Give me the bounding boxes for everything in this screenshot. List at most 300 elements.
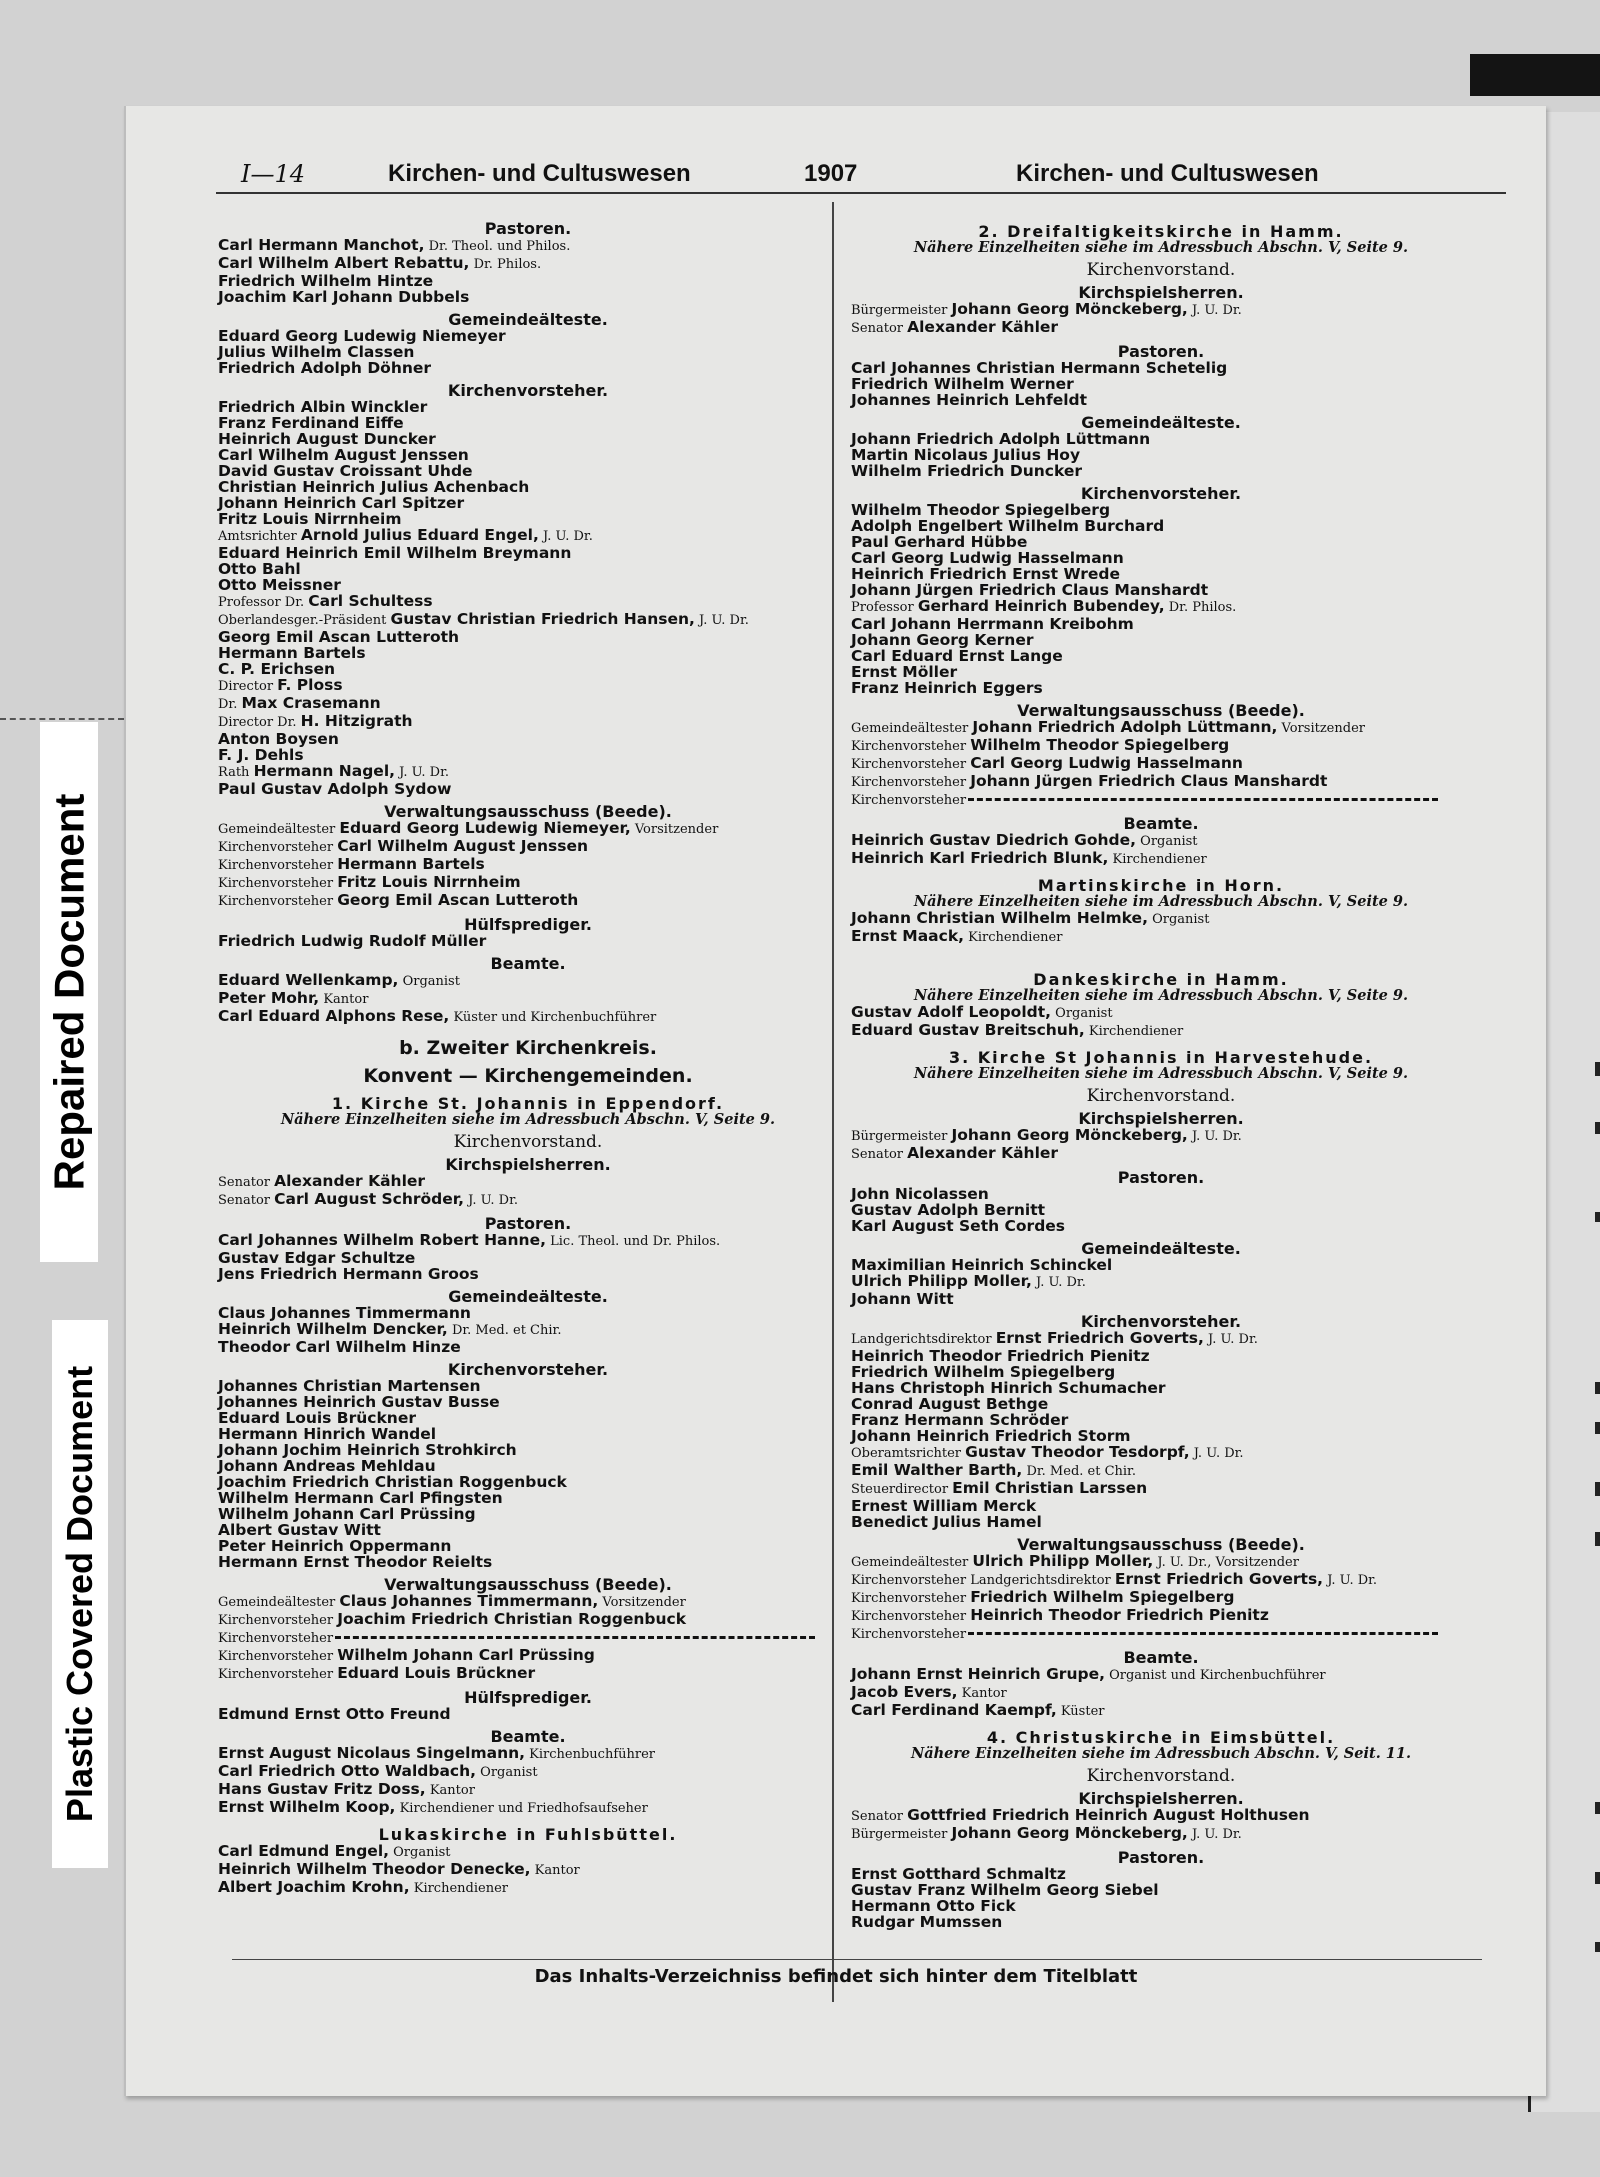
subheading: Kirchenvorstand. xyxy=(453,1132,603,1152)
entry-line xyxy=(218,593,838,611)
entry-line xyxy=(218,360,838,376)
plastic-covered-label: Plastic Covered Document xyxy=(52,1320,108,1868)
entry-title: Gemeindeältester xyxy=(218,822,340,837)
entry-line xyxy=(218,856,838,874)
entry-line xyxy=(218,399,838,415)
entry-name: Ernst Friedrich Goverts, xyxy=(995,1329,1204,1347)
entry-qualifier: J. U. Dr. xyxy=(1187,1827,1242,1842)
entry-line xyxy=(851,1004,1471,1022)
cut-marker xyxy=(0,718,124,720)
subheading: Kirchenvorstand. xyxy=(1086,1086,1236,1106)
entry-line xyxy=(851,755,1471,773)
entry-title: Senator xyxy=(851,1809,908,1824)
entry-qualifier: Organist und Kirchenbuchführer xyxy=(1104,1668,1326,1683)
entry-title: Oberlandesger.-Präsident xyxy=(218,613,391,628)
entry-line xyxy=(218,1339,838,1355)
entry-name: Hermann Bartels xyxy=(218,644,366,662)
entry-name: Claus Johannes Timmermann xyxy=(218,1304,471,1322)
entry-qualifier: Kantor xyxy=(957,1686,1007,1701)
entry-line xyxy=(851,534,1471,550)
entry-line xyxy=(851,1462,1471,1480)
section-heading: Verwaltungsausschuss (Beede). xyxy=(384,1575,672,1594)
entry-line xyxy=(851,832,1471,850)
entry-name: Eduard Georg Ludewig Niemeyer, xyxy=(339,819,631,837)
vacancy-dash xyxy=(968,1632,1438,1635)
entry-name: Johann Witt xyxy=(851,1290,954,1308)
entry-line xyxy=(218,972,838,990)
entry-name: Alexander Kähler xyxy=(907,318,1059,336)
page-header xyxy=(126,160,1546,200)
entry-qualifier: Kantor xyxy=(425,1783,475,1798)
entry-line xyxy=(218,713,838,731)
entry-line xyxy=(851,1882,1471,1898)
entry-line xyxy=(851,1480,1471,1498)
entry-name: Claus Johannes Timmermann, xyxy=(339,1592,599,1610)
entry-line xyxy=(851,1866,1471,1882)
entry-line xyxy=(851,360,1471,376)
right-column xyxy=(851,214,1471,1930)
entry-title: Kirchenvorsteher xyxy=(851,793,967,808)
entry-line xyxy=(218,1611,838,1629)
entry-title: Senator xyxy=(218,1193,275,1208)
entry-qualifier: Kantor xyxy=(319,992,369,1007)
vacant-entry-line xyxy=(851,1625,1471,1643)
entry-qualifier: J. U. Dr. xyxy=(1187,1129,1242,1144)
entry-line xyxy=(851,566,1471,582)
entry-title: Director Dr. xyxy=(218,715,301,730)
entry-line xyxy=(851,1291,1471,1307)
entry-qualifier: J. U. Dr. xyxy=(694,613,749,628)
entry-name: Franz Ferdinand Eiffe xyxy=(218,414,404,432)
entry-line xyxy=(851,1022,1471,1040)
entry-title: Kirchenvorsteher xyxy=(218,1667,338,1682)
entry-line xyxy=(218,645,838,661)
entry-line xyxy=(851,737,1471,755)
entry-line xyxy=(218,289,838,305)
entry-qualifier: J. U. Dr. xyxy=(464,1193,519,1208)
entry-name: Gustav Christian Friedrich Hansen, xyxy=(390,610,695,628)
entry-name: Hermann Bartels xyxy=(337,855,485,873)
entry-title: Director xyxy=(218,679,278,694)
entry-name: Otto Meissner xyxy=(218,576,341,594)
header-title-right: Kirchen- und Cultuswesen xyxy=(1016,160,1319,187)
entry-name: Hermann Otto Fick xyxy=(851,1897,1016,1915)
entry-name: Ernst Gotthard Schmaltz xyxy=(851,1865,1066,1883)
entry-qualifier: Vorsitzender xyxy=(1277,721,1365,736)
scan-border-dark xyxy=(1470,54,1600,96)
entry-name: Carl Ferdinand Kaempf, xyxy=(851,1701,1057,1719)
entry-name: Conrad August Bethge xyxy=(851,1395,1049,1413)
entry-line xyxy=(851,1364,1471,1380)
subheading: Kirchenvorstand. xyxy=(1086,260,1236,280)
entry-line xyxy=(851,1257,1471,1273)
entry-line xyxy=(851,773,1471,791)
entry-name: John Nicolassen xyxy=(851,1185,989,1203)
entry-line xyxy=(218,677,838,695)
entry-line xyxy=(851,1330,1471,1348)
entry-name: Heinrich Theodor Friedrich Pienitz xyxy=(970,1606,1269,1624)
entry-qualifier: Organist xyxy=(476,1765,538,1780)
section-heading: Hülfsprediger. xyxy=(464,1688,592,1707)
district-heading: Konvent — Kirchengemeinden. xyxy=(363,1065,693,1087)
reference-note: Nähere Einzelheiten siehe im Adressbuch Abschn. V, Seite 9. xyxy=(913,987,1409,1004)
entry-name: Hermann Nagel, xyxy=(253,762,396,780)
entry-name: Johannes Heinrich Gustav Busse xyxy=(218,1393,500,1411)
entry-qualifier: J. U. Dr. xyxy=(1031,1275,1086,1290)
entry-name: Heinrich Theodor Friedrich Pienitz xyxy=(851,1347,1150,1365)
entry-name: C. P. Erichsen xyxy=(218,660,335,678)
entry-name: Alexander Kähler xyxy=(907,1144,1059,1162)
entry-name: Karl August Seth Cordes xyxy=(851,1217,1066,1235)
entry-name: Wilhelm Friedrich Duncker xyxy=(851,462,1083,480)
entry-line xyxy=(851,1127,1471,1145)
entry-name: Friedrich Wilhelm Spiegelberg xyxy=(851,1363,1116,1381)
scanned-page xyxy=(124,106,1546,2096)
footer-rule xyxy=(232,1959,1482,1960)
entry-name: Paul Gerhard Hübbe xyxy=(851,533,1028,551)
entry-name: Ernst Möller xyxy=(851,663,958,681)
entry-name: Emil Christian Larssen xyxy=(952,1479,1148,1497)
section-heading: Kirchspielsherren. xyxy=(445,1155,611,1174)
entry-title: Senator xyxy=(851,321,908,336)
section-heading: Verwaltungsausschuss (Beede). xyxy=(1017,1535,1305,1554)
entry-name: Friedrich Wilhelm Spiegelberg xyxy=(970,1588,1235,1606)
entry-name: Johann Georg Mönckeberg, xyxy=(951,300,1188,318)
entry-name: Johann Ernst Heinrich Grupe, xyxy=(851,1665,1105,1683)
entry-line xyxy=(218,1442,838,1458)
entry-title: Bürgermeister xyxy=(851,303,952,318)
entry-line xyxy=(851,616,1471,632)
entry-title: Bürgermeister xyxy=(851,1129,952,1144)
entry-line xyxy=(218,763,838,781)
entry-line xyxy=(218,1647,838,1665)
section-heading: Kirchenvorsteher. xyxy=(447,1360,609,1379)
entry-qualifier: Kirchendiener und Friedhofsaufseher xyxy=(395,1801,648,1816)
entry-line xyxy=(851,1218,1471,1234)
entry-line xyxy=(218,1538,838,1554)
entry-line xyxy=(218,838,838,856)
entry-name: Joachim Friedrich Christian Roggenbuck xyxy=(218,1473,567,1491)
entry-qualifier: J. U. Dr. xyxy=(1187,303,1242,318)
entry-line xyxy=(851,431,1471,447)
entry-qualifier: J. U. Dr. xyxy=(395,765,449,780)
entry-qualifier: Organist xyxy=(389,1845,451,1860)
section-heading: Gemeindeälteste. xyxy=(1081,1239,1241,1258)
entry-name: Carl Wilhelm August Jenssen xyxy=(337,837,589,855)
entry-title: Gemeindeältester xyxy=(851,721,973,736)
entry-qualifier: Organist xyxy=(1136,834,1198,849)
entry-name: Friedrich Wilhelm Werner xyxy=(851,375,1074,393)
entry-name: Hans Christoph Hinrich Schumacher xyxy=(851,1379,1166,1397)
entry-line xyxy=(218,1665,838,1683)
entry-line xyxy=(851,550,1471,566)
entry-name: Paul Gustav Adolph Sydow xyxy=(218,780,452,798)
entry-name: Friedrich Wilhelm Hintze xyxy=(218,272,434,290)
entry-line xyxy=(218,545,838,561)
entry-name: Johann Georg Mönckeberg, xyxy=(951,1126,1188,1144)
entry-line xyxy=(218,1378,838,1394)
entry-line xyxy=(218,1879,838,1897)
entry-title: Amtsrichter xyxy=(218,529,301,544)
entry-line xyxy=(851,850,1471,868)
entry-title: Kirchenvorsteher xyxy=(218,876,338,891)
entry-name: Johann Georg Kerner xyxy=(851,631,1034,649)
section-heading: Hülfsprediger. xyxy=(464,915,592,934)
entry-line xyxy=(851,502,1471,518)
entry-name: Johann Jürgen Friedrich Claus Manshardt xyxy=(970,772,1328,790)
entry-name: Wilhelm Hermann Carl Pfingsten xyxy=(218,1489,503,1507)
entry-line xyxy=(218,820,838,838)
entry-title: Rath xyxy=(218,765,254,780)
entry-name: Franz Heinrich Eggers xyxy=(851,679,1043,697)
entry-line xyxy=(851,301,1471,319)
entry-line xyxy=(851,1428,1471,1444)
entry-title: Kirchenvorsteher xyxy=(851,1609,971,1624)
entry-line xyxy=(218,611,838,629)
entry-title: Senator xyxy=(218,1175,275,1190)
entry-name: Theodor Carl Wilhelm Hinze xyxy=(218,1338,461,1356)
entry-name: Joachim Friedrich Christian Roggenbuck xyxy=(337,1610,687,1628)
entry-line xyxy=(218,1474,838,1490)
entry-title: Kirchenvorsteher xyxy=(218,840,338,855)
entry-line xyxy=(218,1173,838,1191)
header-year: 1907 xyxy=(804,160,858,187)
entry-line xyxy=(218,1305,838,1321)
section-heading: Kirchspielsherren. xyxy=(1078,1789,1244,1808)
entry-title: Professor Dr. xyxy=(218,595,309,610)
entry-line xyxy=(851,664,1471,680)
entry-name: Maximilian Heinrich Schinckel xyxy=(851,1256,1113,1274)
header-rule xyxy=(216,192,1506,194)
entry-name: Christian Heinrich Julius Achenbach xyxy=(218,478,530,496)
reference-note: Nähere Einzelheiten siehe im Adressbuch Abschn. V, Seite 9. xyxy=(280,1111,776,1128)
entry-name: Johannes Heinrich Lehfeldt xyxy=(851,391,1088,409)
entry-line xyxy=(851,1684,1471,1702)
reference-note: Nähere Einzelheiten siehe im Adressbuch Abschn. V, Seite 9. xyxy=(913,239,1409,256)
entry-qualifier: Dr. Philos. xyxy=(1164,600,1237,615)
entry-name: Johann Friedrich Adolph Lüttmann xyxy=(851,430,1151,448)
entry-qualifier: J. U. Dr. xyxy=(1323,1573,1378,1588)
entry-title: Steuerdirector xyxy=(851,1482,953,1497)
entry-line xyxy=(218,1458,838,1474)
entry-line xyxy=(218,1490,838,1506)
entry-name: Joachim Karl Johann Dubbels xyxy=(218,288,470,306)
entry-name: Friedrich Adolph Döhner xyxy=(218,359,432,377)
entry-title: Kirchenvorsteher xyxy=(851,757,971,772)
entry-name: Peter Mohr, xyxy=(218,989,320,1007)
entry-name: Carl Johann Herrmann Kreibohm xyxy=(851,615,1134,633)
entry-name: Johann Jochim Heinrich Strohkirch xyxy=(218,1441,517,1459)
entry-name: Johannes Christian Martensen xyxy=(218,1377,481,1395)
entry-qualifier: Lic. Theol. und Dr. Philos. xyxy=(545,1234,721,1249)
entry-qualifier: Organist xyxy=(1051,1006,1113,1021)
entry-name: Gerhard Heinrich Bubendey, xyxy=(917,597,1165,615)
entry-line xyxy=(851,447,1471,463)
reference-note: Nähere Einzelheiten siehe im Adressbuch Abschn. V, Seite 9. xyxy=(913,893,1409,910)
entry-qualifier: J. U. Dr. xyxy=(538,529,593,544)
entry-name: Carl Johannes Wilhelm Robert Hanne, xyxy=(218,1231,546,1249)
entry-name: Gustav Edgar Schultze xyxy=(218,1249,416,1267)
entry-name: Heinrich Wilhelm Dencker, xyxy=(218,1320,448,1338)
page-number: I—14 xyxy=(241,160,306,188)
section-heading: Gemeindeälteste. xyxy=(1081,413,1241,432)
entry-name: Friedrich Albin Winckler xyxy=(218,398,428,416)
entry-line xyxy=(851,392,1471,408)
entry-name: Ernst Wilhelm Koop, xyxy=(218,1798,396,1816)
left-column xyxy=(218,214,838,1897)
entry-line xyxy=(218,511,838,527)
entry-name: Wilhelm Theodor Spiegelberg xyxy=(970,736,1230,754)
entry-name: Heinrich Wilhelm Theodor Denecke, xyxy=(218,1860,531,1878)
entry-line xyxy=(218,1706,838,1722)
entry-name: Carl Johannes Christian Hermann Schetelig xyxy=(851,359,1228,377)
entry-name: Arnold Julius Eduard Engel, xyxy=(300,526,539,544)
entry-line xyxy=(851,1807,1471,1825)
entry-qualifier: Vorsitzender xyxy=(598,1595,686,1610)
entry-title: Kirchenvorsteher xyxy=(218,894,338,909)
entry-line xyxy=(218,661,838,677)
entry-title: Bürgermeister xyxy=(851,1827,952,1842)
entry-title: Kirchenvorsteher Landgerichtsdirektor xyxy=(851,1573,1115,1588)
entry-line xyxy=(851,1396,1471,1412)
entry-name: Rudgar Mumssen xyxy=(851,1913,1003,1931)
entry-title: Kirchenvorsteher xyxy=(218,1613,338,1628)
entry-name: Martin Nicolaus Julius Hoy xyxy=(851,446,1081,464)
entry-line xyxy=(851,1348,1471,1364)
entry-line xyxy=(218,1554,838,1570)
entry-line xyxy=(218,874,838,892)
section-heading: Beamte. xyxy=(490,954,566,973)
entry-line xyxy=(851,376,1471,392)
entry-line xyxy=(218,561,838,577)
entry-name: Carl Wilhelm Albert Rebattu, xyxy=(218,254,470,272)
entry-name: Eduard Louis Brückner xyxy=(218,1409,416,1427)
section-heading: Kirchenvorsteher. xyxy=(1080,484,1242,503)
church-heading: 1. Kirche St. Johannis in Eppendorf. xyxy=(331,1094,725,1113)
entry-line xyxy=(851,1571,1471,1589)
header-title-left: Kirchen- und Cultuswesen xyxy=(388,160,691,187)
entry-line xyxy=(851,1412,1471,1428)
entry-name: Albert Gustav Witt xyxy=(218,1521,381,1539)
entry-title: Kirchenvorsteher xyxy=(851,739,971,754)
section-heading: Gemeindeälteste. xyxy=(448,1287,608,1306)
entry-name: David Gustav Croissant Uhde xyxy=(218,462,473,480)
entry-name: Jacob Evers, xyxy=(851,1683,958,1701)
entry-line xyxy=(218,344,838,360)
section-heading: Kirchspielsherren. xyxy=(1078,1109,1244,1128)
section-heading: Verwaltungsausschuss (Beede). xyxy=(1017,701,1305,720)
entry-name: Carl Edmund Engel, xyxy=(218,1842,390,1860)
entry-line xyxy=(218,495,838,511)
vacancy-dash xyxy=(968,798,1438,801)
entry-line xyxy=(218,415,838,431)
entry-title: Dr. xyxy=(218,697,242,712)
entry-name: Fritz Louis Nirrnheim xyxy=(218,510,402,528)
entry-line xyxy=(218,237,838,255)
entry-qualifier: Kantor xyxy=(530,1863,580,1878)
entry-line xyxy=(218,1232,838,1250)
entry-name: Hermann Hinrich Wandel xyxy=(218,1425,437,1443)
entry-name: Heinrich August Duncker xyxy=(218,430,436,448)
entry-name: Eduard Heinrich Emil Wilhelm Breymann xyxy=(218,544,572,562)
entry-line xyxy=(218,1008,838,1026)
section-heading: Kirchenvorsteher. xyxy=(447,381,609,400)
entry-qualifier: Dr. Med. et Chir. xyxy=(1022,1464,1136,1479)
entry-name: Carl Schultess xyxy=(308,592,433,610)
entry-line xyxy=(218,747,838,763)
entry-line xyxy=(218,447,838,463)
entry-qualifier: Kirchendiener xyxy=(409,1881,508,1896)
entry-line xyxy=(218,1861,838,1879)
entry-name: Carl Friedrich Otto Waldbach, xyxy=(218,1762,477,1780)
entry-title: Kirchenvorsteher xyxy=(218,1649,338,1664)
entry-name: Johann Jürgen Friedrich Claus Manshardt xyxy=(851,581,1209,599)
entry-qualifier: Organist xyxy=(398,974,460,989)
section-heading: Kirchenvorsteher. xyxy=(1080,1312,1242,1331)
entry-line xyxy=(851,1553,1471,1571)
entry-title: Landgerichtsdirektor xyxy=(851,1332,996,1347)
entry-name: Gottfried Friedrich Heinrich August Holthusen xyxy=(907,1806,1310,1824)
entry-line xyxy=(851,319,1471,337)
entry-line xyxy=(218,731,838,747)
entry-name: Fritz Louis Nirrnheim xyxy=(337,873,521,891)
entry-line xyxy=(851,719,1471,737)
entry-qualifier: Kirchenbuchführer xyxy=(525,1747,656,1762)
entry-name: Gustav Franz Wilhelm Georg Siebel xyxy=(851,1881,1159,1899)
entry-name: Heinrich Friedrich Ernst Wrede xyxy=(851,565,1121,583)
entry-name: Johann Georg Mönckeberg, xyxy=(951,1824,1188,1842)
entry-qualifier: J. U. Dr. xyxy=(1203,1332,1258,1347)
entry-name: Johann Friedrich Adolph Lüttmann, xyxy=(972,718,1278,736)
entry-name: Otto Bahl xyxy=(218,560,301,578)
entry-line xyxy=(218,1799,838,1817)
entry-line xyxy=(218,1763,838,1781)
entry-line xyxy=(851,1202,1471,1218)
entry-qualifier: J. U. Dr. xyxy=(1189,1446,1244,1461)
entry-title: Gemeindeältester xyxy=(218,1595,340,1610)
entry-name: Peter Heinrich Oppermann xyxy=(218,1537,452,1555)
reference-note: Nähere Einzelheiten siehe im Adressbuch Abschn. V, Seite 9. xyxy=(913,1065,1409,1082)
entry-line xyxy=(218,781,838,797)
entry-name: H. Hitzigrath xyxy=(300,712,413,730)
entry-name: Johann Christian Wilhelm Helmke, xyxy=(851,909,1148,927)
entry-name: Franz Hermann Schröder xyxy=(851,1411,1069,1429)
entry-line xyxy=(851,648,1471,664)
entry-name: Emil Walther Barth, xyxy=(851,1461,1023,1479)
entry-name: Carl Georg Ludwig Hasselmann xyxy=(851,549,1124,567)
entry-name: Eduard Georg Ludewig Niemeyer xyxy=(218,327,506,345)
section-heading: Pastoren. xyxy=(1117,342,1205,361)
entry-qualifier: Kirchendiener xyxy=(964,930,1063,945)
entry-name: Georg Emil Ascan Lutteroth xyxy=(337,891,579,909)
church-heading: 2. Dreifaltigkeitskirche in Hamm. xyxy=(978,222,1344,241)
church-heading: Lukaskirche in Fuhlsbüttel. xyxy=(378,1825,678,1844)
entry-title: Senator xyxy=(851,1147,908,1162)
entry-name: Ernst Maack, xyxy=(851,927,965,945)
entry-line xyxy=(218,1426,838,1442)
entry-name: Jens Friedrich Hermann Groos xyxy=(218,1265,479,1283)
entry-name: Carl Wilhelm August Jenssen xyxy=(218,446,469,464)
entry-name: Hermann Ernst Theodor Reielts xyxy=(218,1553,493,1571)
entry-line xyxy=(218,577,838,593)
entry-line xyxy=(851,1702,1471,1720)
entry-name: Ulrich Philipp Moller, xyxy=(851,1272,1032,1290)
entry-qualifier: Dr. Philos. xyxy=(469,257,542,272)
entry-line xyxy=(218,1843,838,1861)
vacant-entry-line xyxy=(851,791,1471,809)
entry-line xyxy=(218,629,838,645)
entry-line xyxy=(851,1514,1471,1530)
